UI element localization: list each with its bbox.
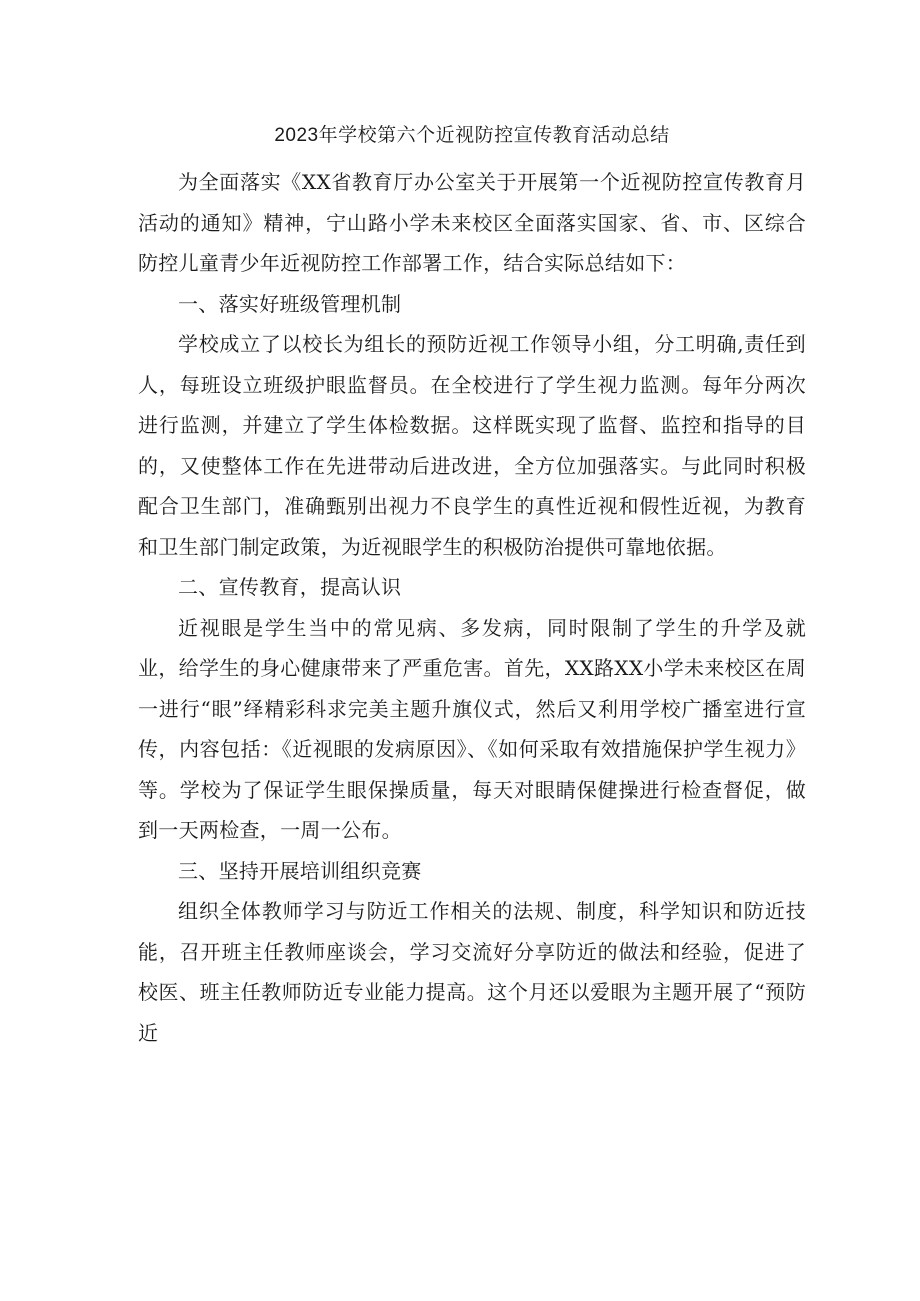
section-body-1: 学校成立了以校长为组长的预防近视工作领导小组，分工明确,责任到人，每班设立班级护眼监督员。在全校进行了学生视力监测。每年分两次进行监测，并建立了学生体检数据。这样既实现了监督、监控和指导的目的，又使整体工作在先进带动后进改进，全方位加强落实。与此同时积极配合卫生部门，准确甄别出视力不良学生的真性近视和假性近视，为教育和卫生部门制定政策，为近视眼学生的积极防治提供可靠地依据。 — [138, 332, 806, 559]
intro-paragraph: 为全面落实《XX省教育厅办公室关于开展第一个近视防控宣传教育月活动的通知》精神，宁山路小学未来校区全面落实国家、省、市、区综合防控儿童青少年近视防控工作部署工作，结合实际总结如下： — [138, 170, 806, 275]
section-body-2: 近视眼是学生当中的常见病、多发病，同时限制了学生的升学及就业，给学生的身心健康带来了严重危害。首先，XX路XX小学未来校区在周一进行“眼”绎精彩科求完美主题升旗仪式，然后又利用学校广播室进行宣传，内容包括：《近视眼的发病原因》、《如何采取有效措施保护学生视力》等。学校为了保证学生眼保操质量，每天对眼睛保健操进行检查督促，做到一天两检查，一周一公布。 — [138, 615, 806, 842]
section-body-3: 组织全体教师学习与防近工作相关的法规、制度，科学知识和防近技能，召开班主任教师座谈会，学习交流好分享防近的做法和经验，促进了校医、班主任教师防近专业能力提高。这个月还以爱眼为主题开展了“预防近 — [138, 899, 806, 1045]
section-heading-2: 二、宣传教育，提高认识 — [178, 575, 402, 599]
document-page — [138, 118, 806, 1053]
document-title: 2023年学校第六个近视防控宣传教育活动总结 — [274, 125, 670, 146]
section-heading-3: 三、坚持开展培训组织竞赛 — [178, 858, 422, 883]
section-heading-1: 一、落实好班级管理机制 — [178, 291, 402, 316]
